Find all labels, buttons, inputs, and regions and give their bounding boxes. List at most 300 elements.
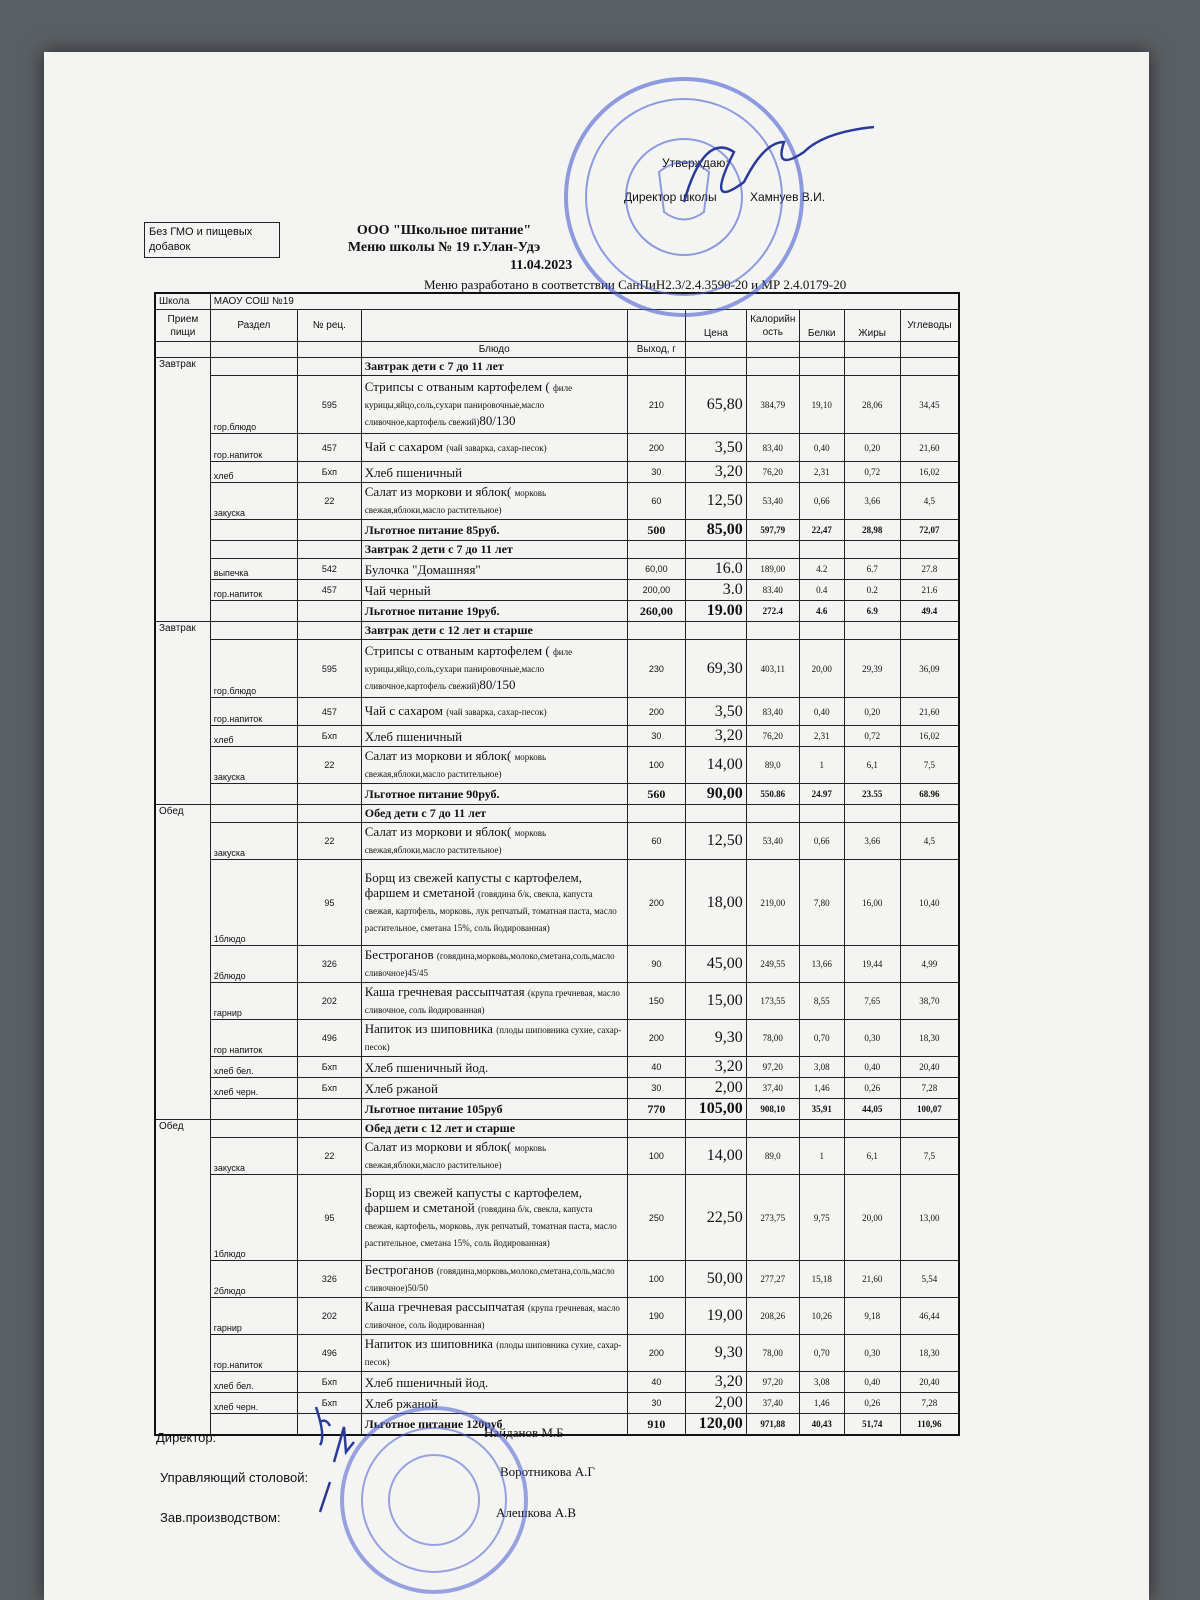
kcal-cell: 97,20: [746, 1057, 799, 1078]
col-protein: Белки: [799, 310, 844, 342]
empty-cell: [746, 541, 799, 559]
empty-cell: [799, 805, 844, 823]
protein-cell: 19,10: [799, 376, 844, 434]
empty-cell: [297, 622, 361, 640]
output-cell: 210: [627, 376, 685, 434]
section-cell: закуска: [210, 823, 297, 860]
col-price: Цена: [686, 310, 747, 342]
empty-cell: [210, 1099, 297, 1120]
total-protein: 22,47: [799, 520, 844, 541]
dish-cell: [361, 1393, 627, 1414]
total-kcal: 272.4: [746, 601, 799, 622]
protein-cell: 0,66: [799, 483, 844, 520]
dish-name: Хлеб ржаной: [364, 1395, 438, 1411]
dish-name: Салат из моркови и яблок(: [364, 748, 512, 763]
carbs-cell: 4,5: [900, 823, 959, 860]
price-cell: 50,00: [686, 1261, 747, 1298]
dish-row: [155, 1078, 959, 1099]
price-cell: 3,20: [686, 1372, 747, 1393]
protein-cell: 1: [799, 747, 844, 784]
dish-cell: [361, 1020, 627, 1057]
dish-cell: [361, 1372, 627, 1393]
menu-title: Меню школы № 19 г.Улан-Удэ: [347, 240, 541, 255]
dish-cell: [361, 983, 627, 1020]
protein-cell: 7,80: [799, 860, 844, 946]
total-price: 105,00: [686, 1099, 747, 1120]
empty-cell: [686, 622, 747, 640]
dish-name: Хлеб пшеничный йод.: [364, 1059, 489, 1075]
carbs-cell: 7,28: [900, 1393, 959, 1414]
price-cell: 69,30: [686, 640, 747, 698]
dish-cell: [361, 1335, 627, 1372]
output-cell: 100: [627, 747, 685, 784]
approve-label: Утверждаю:: [662, 156, 729, 170]
fat-cell: 0,30: [844, 1335, 900, 1372]
empty-cell: [297, 784, 361, 805]
empty-cell: [297, 805, 361, 823]
dish-cell: [361, 1175, 627, 1261]
section-cell: гор.напиток: [210, 434, 297, 462]
dish-cell: [361, 946, 627, 983]
empty-cell: [844, 805, 900, 823]
protein-cell: 1,46: [799, 1078, 844, 1099]
kcal-cell: 78,00: [746, 1335, 799, 1372]
price-cell: 3,20: [686, 1057, 747, 1078]
dish-row: [155, 1372, 959, 1393]
kcal-cell: 189,00: [746, 559, 799, 580]
section-cell: закуска: [210, 1138, 297, 1175]
kcal-cell: 403,11: [746, 640, 799, 698]
total-row: [155, 520, 959, 541]
protein-cell: 0,40: [799, 698, 844, 726]
protein-cell: 4.2: [799, 559, 844, 580]
dish-row: [155, 1261, 959, 1298]
fat-cell: 21,60: [844, 1261, 900, 1298]
output-cell: 200: [627, 860, 685, 946]
dish-portion: 80/150: [479, 677, 516, 692]
output-cell: 190: [627, 1298, 685, 1335]
dish-name: Борщ из свежей капусты с картофелем, фаршем и сметаной: [364, 869, 583, 900]
col-kcal: Калорийность: [746, 310, 799, 342]
dish-row: [155, 376, 959, 434]
kcal-cell: 53,40: [746, 823, 799, 860]
section-cell: хлеб бел.: [210, 1057, 297, 1078]
recipe-cell: 595: [297, 376, 361, 434]
empty-cell: [627, 622, 685, 640]
dish-row: [155, 580, 959, 601]
col-fat: Жиры: [844, 310, 900, 342]
carbs-cell: 4,5: [900, 483, 959, 520]
total-output: 560: [627, 784, 685, 805]
kcal-cell: 83,40: [746, 434, 799, 462]
dish-cell: [361, 559, 627, 580]
empty-cell: [844, 541, 900, 559]
dish-name: Стрипсы с отваным картофелем (: [364, 643, 550, 658]
dish-ingredients: морковь свежая,яблоки,масло растительное): [364, 1143, 547, 1170]
carbs-cell: 46,44: [900, 1298, 959, 1335]
recipe-cell: Бхп: [297, 726, 361, 747]
recipe-cell: 202: [297, 983, 361, 1020]
protein-cell: 2,31: [799, 726, 844, 747]
group-label: Обед дети с 7 до 11 лет: [361, 805, 627, 823]
price-cell: 3.0: [686, 580, 747, 601]
output-cell: 100: [627, 1138, 685, 1175]
empty-cell: [210, 1414, 297, 1436]
recipe-cell: Бхп: [297, 462, 361, 483]
protein-cell: 0,70: [799, 1020, 844, 1057]
dish-row: [155, 747, 959, 784]
dish-row: [155, 1335, 959, 1372]
group-label: Завтрак дети с 7 до 11 лет: [361, 358, 627, 376]
price-cell: 19,00: [686, 1298, 747, 1335]
total-carbs: 72,07: [900, 520, 959, 541]
dish-row: [155, 698, 959, 726]
empty-cell: [686, 1120, 747, 1138]
section-cell: гарнир: [210, 983, 297, 1020]
protein-cell: 8,55: [799, 983, 844, 1020]
carbs-cell: 21,60: [900, 434, 959, 462]
dish-row: [155, 1020, 959, 1057]
approve-director-name: Хамнуев В.И.: [750, 190, 826, 204]
empty-cell: [627, 541, 685, 559]
price-cell: 12,50: [686, 823, 747, 860]
empty-cell: [297, 541, 361, 559]
fat-cell: 0,40: [844, 1372, 900, 1393]
output-cell: 230: [627, 640, 685, 698]
empty-cell: [210, 601, 297, 622]
dish-row: [155, 559, 959, 580]
dish-row: [155, 1138, 959, 1175]
empty-cell: [746, 805, 799, 823]
empty-cell: [297, 1414, 361, 1436]
price-cell: 14,00: [686, 1138, 747, 1175]
approve-director: [624, 190, 825, 204]
kcal-cell: 249,55: [746, 946, 799, 983]
empty-cell: [799, 358, 844, 376]
dish-ingredients: (чай заварка, сахар-песок): [446, 443, 547, 453]
empty-cell: [210, 541, 297, 559]
empty-cell: [900, 805, 959, 823]
total-price: 85,00: [686, 520, 747, 541]
section-cell: хлеб: [210, 726, 297, 747]
kcal-cell: 97,20: [746, 1372, 799, 1393]
output-cell: 30: [627, 462, 685, 483]
kcal-cell: 273,75: [746, 1175, 799, 1261]
col-section: Раздел: [210, 310, 297, 342]
carbs-cell: 18,30: [900, 1020, 959, 1057]
output-cell: 200: [627, 698, 685, 726]
empty-cell: [746, 622, 799, 640]
gmo-note: Без ГМО и пищевых добавок: [144, 222, 280, 258]
carbs-cell: 13,00: [900, 1175, 959, 1261]
total-price: 90,00: [686, 784, 747, 805]
empty-cell: [844, 1120, 900, 1138]
empty-cell: [900, 622, 959, 640]
dish-row: [155, 860, 959, 946]
empty-cell: [210, 358, 297, 376]
dish-cell: [361, 434, 627, 462]
dish-ingredients: (говядина,морковь,молоко,сметана,соль,масло сливочное)45/45: [364, 951, 615, 978]
price-cell: 2,00: [686, 1393, 747, 1414]
protein-cell: 0,40: [799, 434, 844, 462]
empty-cell: [297, 520, 361, 541]
dish-name: Чай с сахаром: [364, 703, 443, 718]
total-output: 910: [627, 1414, 685, 1436]
dish-name: Хлеб пшеничный: [364, 728, 463, 744]
protein-cell: 3,08: [799, 1372, 844, 1393]
price-cell: 9,30: [686, 1020, 747, 1057]
empty-cell: [799, 622, 844, 640]
menu-table: [154, 292, 960, 1436]
col-output: Выход, г: [627, 342, 685, 358]
kcal-cell: 277,27: [746, 1261, 799, 1298]
carbs-cell: 7,28: [900, 1078, 959, 1099]
empty-cell: [297, 1120, 361, 1138]
section-cell: гор.блюдо: [210, 376, 297, 434]
group-row: [155, 541, 959, 559]
dish-name: Чай черный: [364, 582, 431, 598]
price-cell: 18,00: [686, 860, 747, 946]
protein-cell: 13,66: [799, 946, 844, 983]
fat-cell: 9,18: [844, 1298, 900, 1335]
total-kcal: 597,79: [746, 520, 799, 541]
output-cell: 60: [627, 823, 685, 860]
dish-portion: 80/130: [479, 413, 516, 428]
kcal-cell: 76,20: [746, 726, 799, 747]
dish-row: [155, 823, 959, 860]
dish-row: [155, 462, 959, 483]
output-cell: 150: [627, 983, 685, 1020]
dish-cell: [361, 1261, 627, 1298]
recipe-cell: Бхп: [297, 1078, 361, 1099]
section-cell: гор.напиток: [210, 698, 297, 726]
dish-ingredients: (говядина б/к, свекла, капуста свежая, картофель, морковь, лук репчатый, томатная паста, масло растительное, сметана 15%, соль йодированная): [364, 888, 617, 933]
recipe-cell: 542: [297, 559, 361, 580]
menu-table-body: [155, 293, 959, 1435]
section-cell: 2блюдо: [210, 1261, 297, 1298]
section-cell: гор.блюдо: [210, 640, 297, 698]
dish-name: Хлеб ржаной: [364, 1080, 438, 1096]
kcal-cell: 83.40: [746, 580, 799, 601]
recipe-cell: 496: [297, 1335, 361, 1372]
section-cell: хлеб бел.: [210, 1372, 297, 1393]
total-kcal: 971,88: [746, 1414, 799, 1436]
price-cell: 12,50: [686, 483, 747, 520]
group-row: [155, 358, 959, 376]
protein-cell: 0.4: [799, 580, 844, 601]
empty-cell: [746, 1120, 799, 1138]
total-protein: 24.97: [799, 784, 844, 805]
kcal-cell: 76,20: [746, 462, 799, 483]
menu-sheet: [44, 52, 1149, 1600]
kcal-cell: 53,40: [746, 483, 799, 520]
dish-name: Напиток из шиповника: [364, 1336, 493, 1351]
total-output: 770: [627, 1099, 685, 1120]
protein-cell: 10,26: [799, 1298, 844, 1335]
dish-cell: [361, 698, 627, 726]
meal-cell: Обед: [155, 1120, 210, 1436]
empty-cell: [900, 1120, 959, 1138]
empty-cell: [210, 520, 297, 541]
kcal-cell: 208,26: [746, 1298, 799, 1335]
empty-cell: [900, 541, 959, 559]
dish-ingredients: морковь свежая,яблоки,масло растительное): [364, 752, 547, 779]
section-cell: гор.напиток: [210, 1335, 297, 1372]
section-cell: закуска: [210, 483, 297, 520]
price-cell: 65,80: [686, 376, 747, 434]
carbs-cell: 16,02: [900, 462, 959, 483]
empty-cell: [210, 622, 297, 640]
kcal-cell: 89,0: [746, 1138, 799, 1175]
carbs-cell: 21.6: [900, 580, 959, 601]
dish-name: Напиток из шиповника: [364, 1021, 493, 1036]
total-fat: 44,05: [844, 1099, 900, 1120]
total-row: [155, 601, 959, 622]
output-cell: 30: [627, 726, 685, 747]
dish-name: Хлеб пшеничный йод.: [364, 1374, 489, 1390]
carbs-cell: 7,5: [900, 747, 959, 784]
kcal-cell: 78,00: [746, 1020, 799, 1057]
total-carbs: 68.96: [900, 784, 959, 805]
section-cell: закуска: [210, 747, 297, 784]
org-header: [314, 222, 574, 256]
dish-ingredients: филе курицы,яйцо,соль,сухари панировочные,масло сливочное,картофель свежий): [364, 383, 573, 427]
org-name: ООО "Школьное питание": [356, 223, 532, 238]
total-fat: 28,98: [844, 520, 900, 541]
recipe-cell: 595: [297, 640, 361, 698]
group-label: Завтрак дети с 12 лет и старше: [361, 622, 627, 640]
carbs-cell: 20,40: [900, 1057, 959, 1078]
protein-cell: 0,70: [799, 1335, 844, 1372]
total-fat: 23.55: [844, 784, 900, 805]
total-carbs: 110,96: [900, 1414, 959, 1436]
price-cell: 3,50: [686, 698, 747, 726]
fat-cell: 6.7: [844, 559, 900, 580]
price-cell: 9,30: [686, 1335, 747, 1372]
total-label: Льготное питание 90руб.: [361, 784, 627, 805]
dish-cell: [361, 1078, 627, 1099]
fat-cell: 0,72: [844, 462, 900, 483]
dish-name: Бестроганов: [364, 947, 434, 962]
price-cell: 15,00: [686, 983, 747, 1020]
sign-director-name: Найданов М.Б: [484, 1425, 564, 1440]
meal-cell: Обед: [155, 805, 210, 1120]
section-cell: 1блюдо: [210, 1175, 297, 1261]
recipe-cell: 496: [297, 1020, 361, 1057]
sign-production-label: Зав.производством:: [160, 1510, 281, 1525]
fat-cell: 0,72: [844, 726, 900, 747]
output-cell: 100: [627, 1261, 685, 1298]
dish-row: [155, 726, 959, 747]
empty-cell: [297, 358, 361, 376]
total-protein: 40,43: [799, 1414, 844, 1436]
carbs-cell: 38,70: [900, 983, 959, 1020]
empty-cell: [627, 358, 685, 376]
total-fat: 51,74: [844, 1414, 900, 1436]
empty-cell: [210, 784, 297, 805]
dish-cell: [361, 860, 627, 946]
output-cell: 60: [627, 483, 685, 520]
fat-cell: 0.2: [844, 580, 900, 601]
fat-cell: 29,39: [844, 640, 900, 698]
dish-cell: [361, 726, 627, 747]
output-cell: 30: [627, 1393, 685, 1414]
section-cell: 2блюдо: [210, 946, 297, 983]
fat-cell: 7,65: [844, 983, 900, 1020]
dish-row: [155, 983, 959, 1020]
section-cell: выпечка: [210, 559, 297, 580]
recipe-cell: 326: [297, 946, 361, 983]
empty-cell: [686, 805, 747, 823]
school-name: МАОУ СОШ №19: [210, 293, 959, 310]
meal-cell: Завтрак: [155, 622, 210, 805]
dish-row: [155, 640, 959, 698]
recipe-cell: 22: [297, 1138, 361, 1175]
dish-name: Каша гречневая рассыпчатая: [364, 1299, 525, 1314]
recipe-cell: 326: [297, 1261, 361, 1298]
section-cell: хлеб черн.: [210, 1078, 297, 1099]
total-price: 19.00: [686, 601, 747, 622]
sign-canteen-name: Воротникова А.Г: [500, 1464, 595, 1479]
dish-row: [155, 946, 959, 983]
fat-cell: 3,66: [844, 483, 900, 520]
col-carbs: Углеводы: [900, 310, 959, 342]
total-kcal: 550.86: [746, 784, 799, 805]
col-recipe: № рец.: [297, 310, 361, 342]
carbs-cell: 34,45: [900, 376, 959, 434]
dish-row: [155, 483, 959, 520]
section-cell: гор напиток: [210, 1020, 297, 1057]
total-label: Льготное питание 105руб: [361, 1099, 627, 1120]
recipe-cell: Бхп: [297, 1393, 361, 1414]
carbs-cell: 36,09: [900, 640, 959, 698]
empty-cell: [297, 1099, 361, 1120]
kcal-cell: 384,79: [746, 376, 799, 434]
dish-name: Чай с сахаром: [364, 439, 443, 454]
dish-ingredients: морковь свежая,яблоки,масло растительное): [364, 488, 547, 515]
recipe-cell: 202: [297, 1298, 361, 1335]
kcal-cell: 89,0: [746, 747, 799, 784]
fat-cell: 3,66: [844, 823, 900, 860]
fat-cell: 0,20: [844, 434, 900, 462]
carbs-cell: 5,54: [900, 1261, 959, 1298]
protein-cell: 2,31: [799, 462, 844, 483]
carbs-cell: 4,99: [900, 946, 959, 983]
price-cell: 16.0: [686, 559, 747, 580]
section-cell: хлеб: [210, 462, 297, 483]
empty-cell: [799, 541, 844, 559]
empty-cell: [627, 1120, 685, 1138]
group-label: Завтрак 2 дети с 7 до 11 лет: [361, 541, 627, 559]
output-cell: 90: [627, 946, 685, 983]
empty-cell: [844, 358, 900, 376]
section-cell: 1блюдо: [210, 860, 297, 946]
carbs-cell: 21,60: [900, 698, 959, 726]
dish-name: Салат из моркови и яблок(: [364, 1139, 512, 1154]
fat-cell: 20,00: [844, 1175, 900, 1261]
recipe-cell: 457: [297, 580, 361, 601]
output-cell: 60,00: [627, 559, 685, 580]
dish-cell: [361, 1057, 627, 1078]
output-cell: 200: [627, 434, 685, 462]
recipe-cell: 22: [297, 823, 361, 860]
dish-ingredients: (плоды шиповника сухие, сахар-песок): [364, 1340, 622, 1367]
carbs-cell: 27.8: [900, 559, 959, 580]
fat-cell: 16,00: [844, 860, 900, 946]
kcal-cell: 37,40: [746, 1078, 799, 1099]
output-cell: 250: [627, 1175, 685, 1261]
col-meal: Прием пищи: [155, 310, 210, 342]
